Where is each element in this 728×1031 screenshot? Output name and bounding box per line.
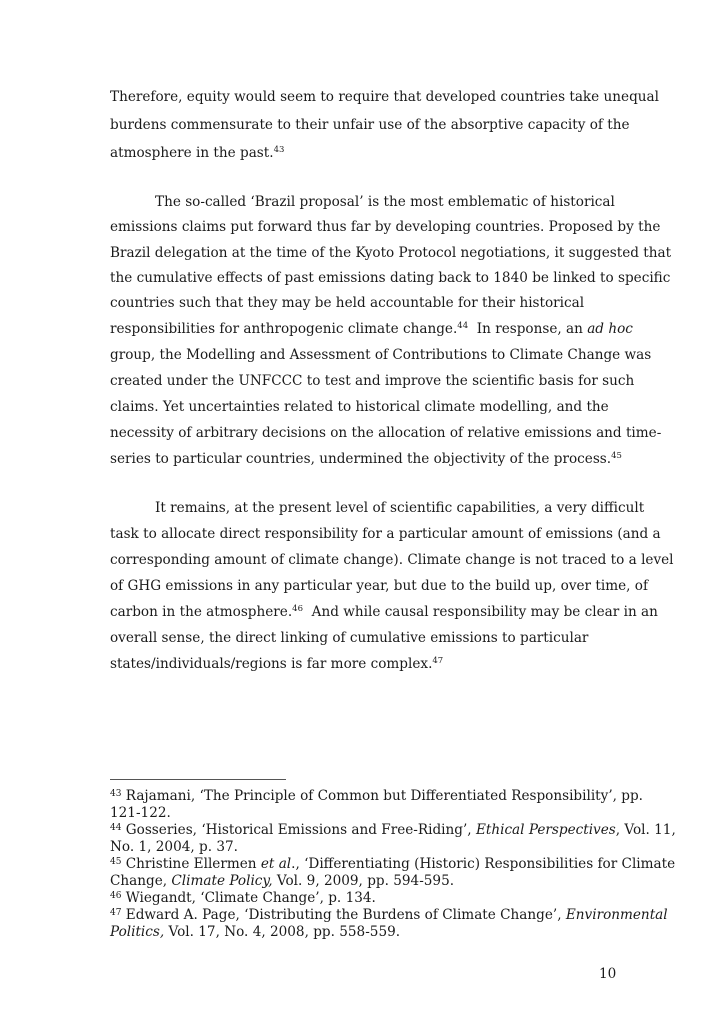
footnote-44-line-2: No. 1, 2004, p. 37. (110, 839, 238, 855)
footnote-46-text: Wiegandt, ‘Climate Change’, p. 134. (121, 890, 376, 906)
paragraph-2-line-3: Brazil delegation at the time of the Kyoto Protocol negotiations, it suggested that (110, 245, 672, 261)
footnote-47-journal: Environmental (565, 907, 668, 923)
footnote-separator (110, 779, 286, 780)
footnote-43-number: 43 (110, 789, 122, 799)
paragraph-2-line-8: created under the UNFCCC to test and improve the scientific basis for such (110, 373, 635, 389)
footnote-43-line-1 (110, 788, 643, 804)
footnote-43-line-2: 121-122. (110, 805, 171, 821)
paragraph-2-line-6-italic: ad hoc (587, 321, 633, 337)
footnote-45-text-d: Change, (110, 873, 172, 889)
paragraph-2-line-6 (110, 321, 633, 337)
paragraph-1-line-2: burdens commensurate to their unfair use of the absorptive capacity of the (110, 117, 630, 133)
paragraph-3-line-6: overall sense, the direct linking of cumulative emissions to particular (110, 630, 589, 646)
footnote-ref-43: 43 (273, 145, 285, 155)
paragraph-3-line-7-text: states/individuals/regions is far more complex. (110, 656, 433, 672)
footnote-44-number: 44 (110, 823, 122, 833)
paragraph-2-line-11 (110, 451, 622, 467)
paragraph-2-line-4: the cumulative effects of past emissions dating back to 1840 be linked to specific (110, 270, 671, 286)
paragraph-3-line-5-text-b: And while causal responsibility may be clear in an (303, 604, 658, 620)
footnote-ref-47: 47 (432, 656, 444, 666)
footnote-45-et-al: et al (260, 856, 292, 872)
footnote-44-line-1 (110, 822, 676, 838)
footnote-45-text-e: Vol. 9, 2009, pp. 594-595. (272, 873, 455, 889)
paragraph-3-line-4: of GHG emissions in any particular year, but due to the build up, over time, of (110, 578, 648, 594)
footnote-46-line-1 (110, 890, 376, 906)
paragraph-1-line-3 (110, 145, 284, 161)
footnote-47-journal-cont: Politics, (110, 924, 165, 940)
footnote-45-number: 45 (110, 857, 122, 867)
paragraph-2-line-11-text: series to particular countries, undermined the objectivity of the process. (110, 451, 612, 467)
page-number: 10 (599, 966, 617, 982)
footnote-47-line-2 (110, 924, 400, 940)
footnote-ref-44: 44 (457, 321, 469, 331)
footnote-44-text-a: Gosseries, ‘Historical Emissions and Free-Riding’, (121, 822, 476, 838)
footnote-45-journal: Climate Policy, (171, 873, 273, 889)
paragraph-3-line-3: corresponding amount of climate change). Climate change is not traced to a level (110, 552, 674, 568)
paragraph-3-line-5-text-a: carbon in the atmosphere. (110, 604, 293, 620)
footnote-47-text-b: Vol. 17, No. 4, 2008, pp. 558-559. (164, 924, 401, 940)
paragraph-2-line-2: emissions claims put forward thus far by developing countries. Proposed by the (110, 219, 661, 235)
footnote-ref-45: 45 (611, 451, 622, 461)
footnote-43-text: Rajamani, ‘The Principle of Common but Differentiated Responsibility’, pp. (121, 788, 644, 804)
footnote-45-line-2 (110, 873, 454, 889)
paragraph-2-line-6-text-b: In response, an (468, 321, 588, 337)
footnote-45-text-a: Christine Ellermen (121, 856, 261, 872)
paragraph-2-line-5: countries such that they may be held accountable for their historical (110, 295, 585, 311)
paragraph-2-line-6-text-a: responsibilities for anthropogenic climate change. (110, 321, 458, 337)
paragraph-2-line-9: claims. Yet uncertainties related to historical climate modelling, and the (110, 399, 609, 415)
paragraph-2-line-10: necessity of arbitrary decisions on the allocation of relative emissions and time- (110, 425, 662, 441)
footnote-45-text-c: ., ‘Differentiating (Historic) Responsibilities for Climate (291, 856, 676, 872)
footnote-47-text-a: Edward A. Page, ‘Distributing the Burdens of Climate Change’, (121, 907, 566, 923)
footnote-44-text-c: , Vol. 11, (615, 822, 676, 838)
paragraph-3-line-1: It remains, at the present level of scientific capabilities, a very difficult (155, 500, 645, 516)
paragraph-2-line-7: group, the Modelling and Assessment of Contributions to Climate Change was (110, 347, 652, 363)
paragraph-3-line-5 (110, 604, 658, 620)
paragraph-2-line-1: The so-called ‘Brazil proposal’ is the most emblematic of historical (155, 194, 615, 210)
paragraph-1-line-1: Therefore, equity would seem to require that developed countries take unequal (110, 89, 659, 105)
footnote-47-number: 47 (110, 908, 122, 918)
footnote-ref-46: 46 (292, 604, 303, 614)
paragraph-3-line-7 (110, 656, 443, 672)
paragraph-1-line-3-text: atmosphere in the past. (110, 145, 274, 161)
footnote-46-number: 46 (110, 891, 122, 901)
footnote-47-line-1 (110, 907, 668, 923)
paragraph-3-line-2: task to allocate direct responsibility for a particular amount of emissions (and a (110, 526, 661, 542)
footnote-45-line-1 (110, 856, 675, 872)
footnote-44-journal: Ethical Perspectives (475, 822, 616, 838)
